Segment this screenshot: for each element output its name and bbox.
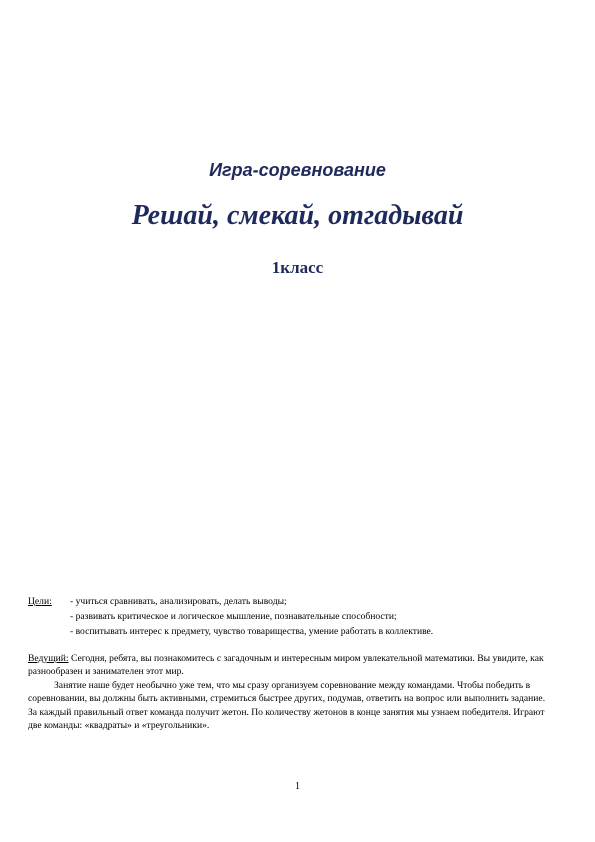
speaker-label: Ведущий: xyxy=(28,653,69,664)
rules-paragraph: Занятие наше будет необычно уже тем, что мы сразу организуем соревнование между командами. Чтобы победить в соревновании, вы должны быть активными, стремиться быстрее других, подумав, ответить на вопрос или выполнить задание. За каждый правильный ответ команда получит жетон. По количеству жетонов в конце занятия мы узнаем победителя. Играют две команды: «квадраты» и «треугольники». xyxy=(28,679,546,732)
grade-label: 1класс xyxy=(271,258,324,277)
goals-label: Цели: xyxy=(28,596,52,607)
goal-row xyxy=(28,624,568,639)
page-number: 1 xyxy=(295,781,300,792)
intro-section xyxy=(28,652,548,732)
goal-item: - учиться сравнивать, анализировать, делать выводы; xyxy=(70,596,287,607)
document-subtitle: Игра-соревнование xyxy=(209,160,386,180)
goal-row xyxy=(28,609,568,624)
goal-item: - развивать критическое и логическое мышление, познавательные способности; xyxy=(70,611,397,622)
goal-row xyxy=(28,594,568,609)
goal-item: - воспитывать интерес к предмету, чувство товарищества, умение работать в коллективе. xyxy=(70,626,434,637)
intro-text: Сегодня, ребята, вы познакомитесь с загадочным и интересным миром увлекательной математики. Вы увидите, как разнообразен и занимателен этот мир. xyxy=(28,653,544,678)
document-title: Решай, смекай, отгадывай xyxy=(131,200,464,231)
intro-paragraph xyxy=(28,652,548,679)
goals-section xyxy=(28,594,568,639)
